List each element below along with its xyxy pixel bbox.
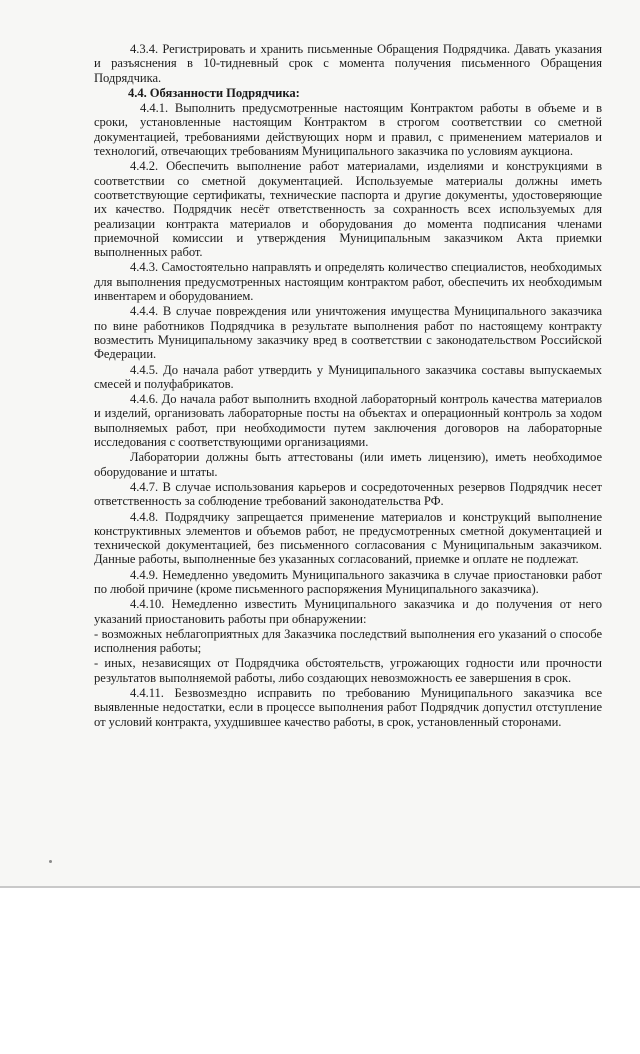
paragraph-4-4-1: 4.4.1. Выполнить предусмотренные настоящим Контрактом работы в объеме и в сроки, установленные настоящим Контрактом в строгом соответствии со сметной документацией, требованиями действующих норм и правил, с применением материалов и технологий, отвечающих требованиям Муниципального заказчика по условиям аукциона. — [94, 101, 602, 159]
paragraph-4-4-5: 4.4.5. До начала работ утвердить у Муниципального заказчика составы выпускаемых смесей и полуфабрикатов. — [94, 362, 602, 391]
scan-bottom-edge — [0, 886, 640, 888]
paragraph-4-4-10: 4.4.10. Немедленно известить Муниципального заказчика и до получения от него указаний приостановить работы при обнаружении: — [94, 597, 602, 626]
paragraph-4-4-11: 4.4.11. Безвозмездно исправить по требованию Муниципального заказчика все выявленные недостатки, если в процессе выполнения работ Подрядчик допустил отступление от условий контракта, ухудшившее качество работы, в срок, установленный сторонами. — [94, 686, 602, 729]
document-body — [94, 42, 602, 730]
list-item-consequences: - возможных неблагоприятных для Заказчика последствий выполнения его указаний о способе исполнения работы; — [94, 626, 602, 656]
paragraph-4-4-8: 4.4.8. Подрядчику запрещается применение материалов и конструкций выполнение конструктивных элементов и объемов работ, не предусмотренных сметной документацией и технической документацией, без письменного согласования с Муниципальным заказчиком. Данные работы, выполненные без указанных согласований, приемке и оплате не подлежат. — [94, 509, 602, 567]
scan-speck — [49, 860, 52, 863]
paragraph-4-4-3: 4.4.3. Самостоятельно направлять и определять количество специалистов, необходимых для выполнения предусмотренных настоящим контрактом работ, обеспечить их необходимым инвентарем и оборудованием. — [94, 260, 602, 304]
section-heading: 4.4. Обязанности Подрядчика: — [128, 85, 300, 100]
paragraph-4-3-4: 4.3.4. Регистрировать и хранить письменные Обращения Подрядчика. Давать указания и разъяснения в 10-тидневный срок с момента получения письменного Обращения Подрядчика. — [94, 42, 602, 85]
paragraph-4-4-2: 4.4.2. Обеспечить выполнение работ материалами, изделиями и конструкциями в соответствии со сметной документацией. Используемые материалы должны иметь соответствующие сертификаты, технические паспорта и другие документы, удостоверяющие их качество. Подрядчик несёт ответственность за сохранность всех используемых для реализации контракта материалов и оборудования до момента подписания членами приемочной комиссии и утверждения Муниципальным заказчиком Акта приемки выполненных работ. — [94, 159, 602, 260]
paragraph-4-4-7: 4.4.7. В случае использования карьеров и сосредоточенных резервов Подрядчик несет ответственность за соблюдение требований законодательства РФ. — [94, 479, 602, 509]
list-item-circumstances: - иных, независящих от Подрядчика обстоятельств, угрожающих годности или прочности результатов выполняемой работы, либо создающих невозможность ее завершения в срок. — [94, 656, 602, 685]
paragraph-laboratories: Лаборатории должны быть аттестованы (или иметь лицензию), иметь необходимое оборудование и штаты. — [94, 450, 602, 479]
paragraph-4-4-4: 4.4.4. В случае повреждения или уничтожения имущества Муниципального заказчика по вине работников Подрядчика в результате выполнения работ по настоящему контракту возместить Муниципальному заказчику вред в соответствии с законодательством Российской Федерации. — [94, 304, 602, 362]
paragraph-4-4-6: 4.4.6. До начала работ выполнить входной лабораторный контроль качества материалов и изделий, организовать лабораторные посты на объектах и операционный контроль за ходом выполняемых работ, при необходимости путем заключения договоров на лабораторные исследования с соответствующими организациями. — [94, 392, 602, 450]
paragraph-4-4-9: 4.4.9. Немедленно уведомить Муниципального заказчика в случае приостановки работ по любой причине (кроме письменного распоряжения Муниципального заказчика). — [94, 567, 602, 596]
